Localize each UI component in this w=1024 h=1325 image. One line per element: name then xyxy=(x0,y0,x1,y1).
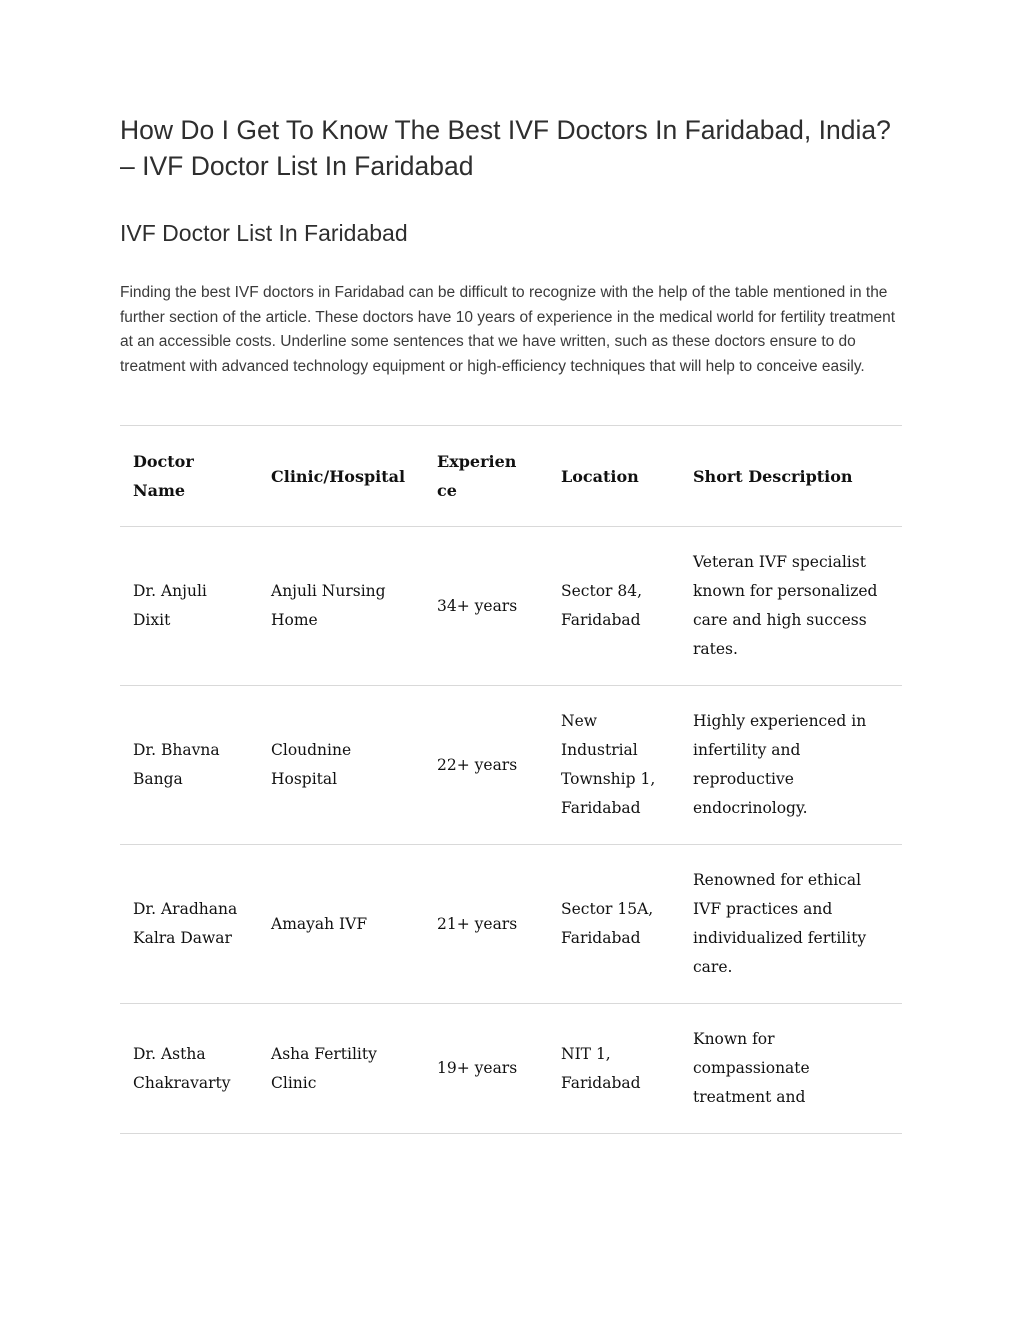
section-heading: IVF Doctor List In Faridabad xyxy=(120,220,408,246)
cell-location: New Industrial Township 1, Faridabad xyxy=(548,686,680,845)
header-location xyxy=(548,426,680,527)
table-row xyxy=(120,686,902,845)
table-header xyxy=(120,426,902,527)
cell-short-description: Highly experienced in infertility and reproductive endocrinology. xyxy=(680,686,902,845)
header-clinic-hospital-label: Clinic/Hospital xyxy=(271,466,406,486)
table-row xyxy=(120,845,902,1004)
cell-doctor-name: Dr. Anjuli Dixit xyxy=(120,527,258,686)
cell-doctor-name: Dr. Aradhana Kalra Dawar xyxy=(120,845,258,1004)
cell-experience: 34+ years xyxy=(424,527,548,686)
page-title: How Do I Get To Know The Best IVF Doctors In Faridabad, India? – IVF Doctor List In Faridabad xyxy=(120,115,891,181)
cell-clinic-hospital: Asha Fertility Clinic xyxy=(258,1004,424,1134)
cell-experience: 19+ years xyxy=(424,1004,548,1134)
cell-short-description: Veteran IVF specialist known for personalized care and high success rates. xyxy=(680,527,902,686)
header-short-description-label: Short Description xyxy=(693,466,853,486)
doctor-table xyxy=(120,425,902,1134)
cell-experience: 22+ years xyxy=(424,686,548,845)
header-experience xyxy=(424,426,548,527)
header-short-description xyxy=(680,426,902,527)
header-doctor-name-label: Doctor Name xyxy=(133,452,194,500)
cell-experience: 21+ years xyxy=(424,845,548,1004)
cell-short-description: Known for compassionate treatment and xyxy=(680,1004,902,1134)
header-doctor-name xyxy=(120,426,258,527)
table-row xyxy=(120,527,902,686)
intro-paragraph: Finding the best IVF doctors in Faridabad can be difficult to recognize with the help of the table mentioned in the further section of the article. These doctors have 10 years of experience in the medical world for fertility treatment at an accessible costs. Underline some sentences that we have written, such as these doctors ensure to do treatment with advanced technology equipment or high-efficiency techniques that will help to conceive easily. xyxy=(120,284,896,375)
cell-clinic-hospital: Amayah IVF xyxy=(258,845,424,1004)
header-location-label: Location xyxy=(561,466,639,486)
header-clinic-hospital xyxy=(258,426,424,527)
cell-doctor-name: Dr. Bhavna Banga xyxy=(120,686,258,845)
table-body xyxy=(120,527,902,1134)
cell-location: Sector 84, Faridabad xyxy=(548,527,680,686)
header-experience-label: Experience xyxy=(437,452,517,500)
cell-clinic-hospital: Anjuli Nursing Home xyxy=(258,527,424,686)
cell-location: NIT 1, Faridabad xyxy=(548,1004,680,1134)
cell-short-description: Renowned for ethical IVF practices and individualized fertility care. xyxy=(680,845,902,1004)
cell-doctor-name: Dr. Astha Chakravarty xyxy=(120,1004,258,1134)
cell-clinic-hospital: Cloudnine Hospital xyxy=(258,686,424,845)
table-header-row xyxy=(120,426,902,527)
table-row xyxy=(120,1004,902,1134)
cell-location: Sector 15A, Faridabad xyxy=(548,845,680,1004)
